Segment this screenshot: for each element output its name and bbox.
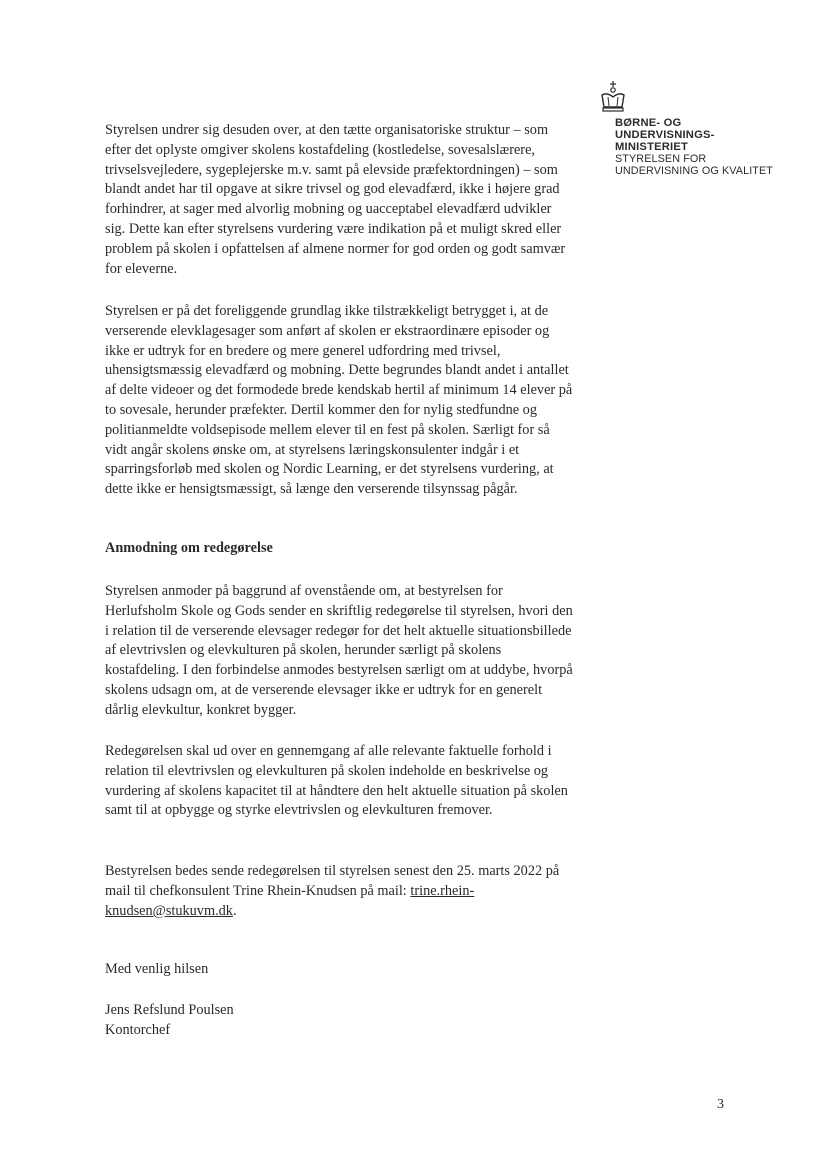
logo-line-4: STYRELSEN FOR: [615, 153, 707, 165]
paragraph-3: Styrelsen anmoder på baggrund af ovenstående om, at bestyrelsen for Herlufsholm Skole og Gods sender en skriftlig redegørelse til styrelsen, hvori den i relation til de verserende elevsager redegør for det helt aktuelle situationsbillede af elevtrivslen og elevkulturen på skolen, herunder særligt på skolens kostafdeling. I den forbindelse anmodes bestyrelsen særligt om at uddybe, hvorpå skolens udsagn om, at de verserende elevsager ikke er udtryk for en generelt dårlig elevkultur, konkret bygger.: [105, 583, 573, 718]
paragraph-2: Styrelsen er på det foreliggende grundlag ikke tilstrækkeligt betrygget i, at de verserende elevklagesager som anført af skolen er ekstraordinære episoder og ikke er udtryk for en bredere og mere generel udfordring med trivsel, uhensigtsmæssig elevadfærd og mobning. Dette begrundes blandt andet i antallet af delte videoer og det formodede brede kendskab hertil af minimum 14 elever på to sovesale, herunder præfekter. Dertil kommer den for nylig stedfundne og politianmeldte voldsepisode mellem elever til en fest på skolen. Særligt for så vidt angår skolens ønske om, at styrelsens læringskonsulenter indgår i et sparringsforløb med skolen og Nordic Learning, er det styrelsens vurdering, at dette ikke er hensigtsmæssigt, så længe den verserende tilsynssag pågår.: [105, 303, 573, 498]
paragraph-1: Styrelsen undrer sig desuden over, at den tætte organisatoriske struktur – som efter det oplyste omgiver skolens kostafdeling (kostledelse, sovesalslærere, trivselsvejledere, sygeplejerske m.v. samt på elevside præfektordningen) – som blandt andet har til opgave at sikre trivsel og god elevadfærd, ikke i højere grad forhindrer, at sager med alvorlig mobning og uacceptabel elevadfærd udvikler sig. Dette kan efter styrelsens vurdering være indikation på et muligt skred eller problem på skolen i opfattelsen af almene normer for god orden og godt samvær for eleverne.: [105, 122, 566, 277]
closing: Med venlig hilsen: [105, 961, 209, 977]
logo-line-5: UNDERVISNING OG KVALITET: [615, 165, 773, 177]
paragraph-4: Redegørelsen skal ud over en gennemgang af alle relevante faktuelle forhold i relation til elevtrivslen og elevkulturen på skolen indeholde en beskrivelse og vurdering af skolens kapacitet til at håndtere den helt aktuelle situation på skolen samt til at opbygge og styrke elevtrivslen og elevkulturen fremover.: [105, 743, 568, 819]
logo-line-1: BØRNE- OG: [615, 117, 682, 129]
paragraph-5-text: Bestyrelsen bedes sende redegørelsen til styrelsen senest den 25. marts 2022 på mail til chefkonsulent Trine Rhein-Knudsen på mail:: [105, 863, 560, 899]
logo-line-2: UNDERVISNINGS-: [615, 129, 715, 141]
page-number: 3: [717, 1097, 724, 1112]
signer-title: Kontorchef: [105, 1022, 171, 1038]
paragraph-5: [105, 862, 575, 921]
ministry-name: [615, 117, 773, 177]
email-link[interactable]: trine.rhein-knudsen@stukuvm.dk: [105, 882, 475, 919]
signer-name: Jens Refslund Poulsen: [105, 1002, 234, 1018]
crown-icon: [599, 80, 627, 114]
section-heading: Anmodning om redegørelse: [105, 540, 273, 556]
paragraph-5-end: .: [232, 902, 237, 919]
logo-line-3: MINISTERIET: [615, 141, 689, 153]
